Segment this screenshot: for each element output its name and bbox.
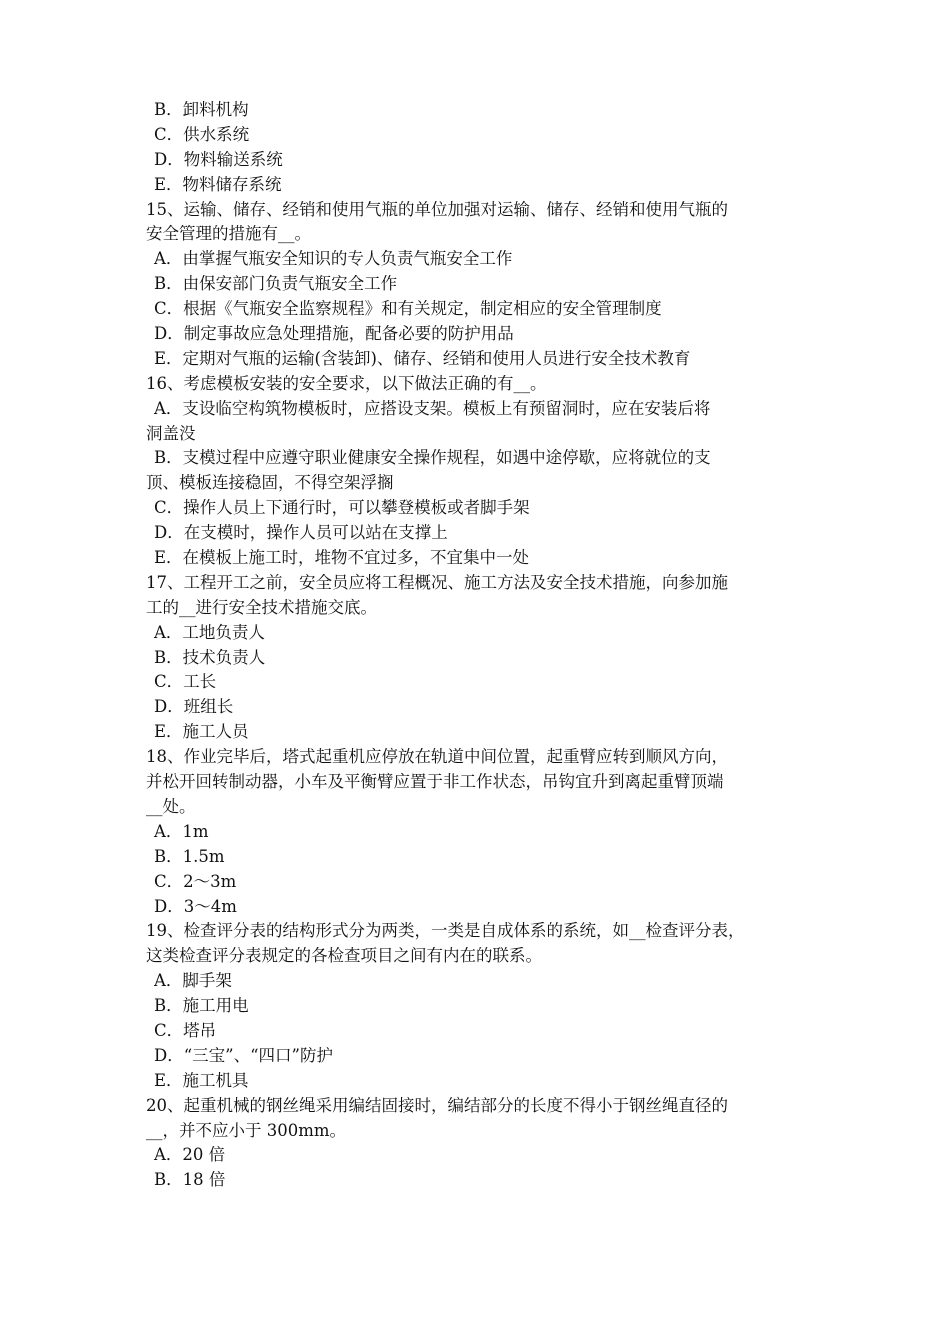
continuation-line: 安全管理的措施有__。 [146,224,311,244]
option-line: E．施工机具 [154,1070,249,1090]
continuation-line: 这类检查评分表规定的各检查项目之间有内在的联系。 [146,946,542,966]
option-line: B．卸料机构 [154,100,249,119]
option-line: E．施工人员 [154,722,249,742]
option-line: E．定期对气瓶的运输(含装卸)、储存、经销和使用人员进行安全技术教育 [154,348,691,368]
continuation-line: __处。 [146,796,196,816]
question-line: 20、起重机械的钢丝绳采用编结固接时，编结部分的长度不得小于钢丝绳直径的 [146,1095,728,1115]
option-line: D．3～4m [154,896,237,916]
option-line: D．“三宝”、“四口”防护 [154,1045,333,1065]
option-line: B．支模过程中应遵守职业健康安全操作规程，如遇中途停歇，应将就位的支 [154,448,711,468]
option-line: C．塔吊 [154,1020,217,1040]
continuation-line: 工的__进行安全技术措施交底。 [146,597,377,617]
option-line: C．操作人员上下通行时，可以攀登模板或者脚手架 [154,498,530,518]
option-line: B．由保安部门负责气瓶安全工作 [154,274,398,294]
option-line: D．班组长 [154,697,234,717]
option-line: C．根据《气瓶安全监察规程》和有关规定，制定相应的安全管理制度 [154,299,662,319]
option-line: A．1m [154,821,209,841]
option-line: A．脚手架 [154,971,232,991]
option-line: B．施工用电 [154,996,249,1016]
option-line: C．2～3m [154,871,237,891]
option-line: A．工地负责人 [154,622,265,642]
option-line: C．供水系统 [154,124,250,144]
option-line: B．1.5m [154,846,225,866]
option-line: C．工长 [154,672,217,692]
option-line: E．在模板上施工时，堆物不宜过多，不宜集中一处 [154,548,530,568]
option-line: D．物料输送系统 [154,149,283,169]
option-line: B．技术负责人 [154,647,266,667]
option-line: A．由掌握气瓶安全知识的专人负责气瓶安全工作 [154,249,513,269]
option-line: E．物料储存系统 [154,174,282,194]
option-line: A．20 倍 [154,1145,226,1165]
document-page [146,98,818,1193]
option-line: D．在支模时，操作人员可以站在支撑上 [154,523,448,543]
question-line: 16、考虑模板安装的安全要求，以下做法正确的有__。 [146,373,547,393]
question-line: 17、工程开工之前，安全员应将工程概况、施工方法及安全技术措施，向参加施 [146,572,728,592]
option-line: A．支设临空构筑物模板时，应搭设支架。模板上有预留洞时，应在安装后将 [154,398,711,418]
continuation-line: 洞盖没 [146,423,196,443]
question-line: 19、检查评分表的结构形式分为两类，一类是自成体系的系统，如__检查评分表， [146,921,745,941]
question-line: 15、运输、储存、经销和使用气瓶的单位加强对运输、储存、经销和使用气瓶的 [146,199,728,219]
continuation-line: 顶、模板连接稳固，不得空架浮搁 [146,473,394,493]
continuation-line: __，并不应小于 300mm。 [146,1120,347,1140]
option-line: B．18 倍 [154,1170,226,1190]
option-line: D．制定事故应急处理措施，配备必要的防护用品 [154,324,514,344]
question-line: 18、作业完毕后，塔式起重机应停放在轨道中间位置，起重臂应转到顺风方向， [146,747,728,767]
continuation-line: 并松开回转制动器，小车及平衡臂应置于非工作状态，吊钩宜升到离起重臂顶端 [146,772,724,792]
